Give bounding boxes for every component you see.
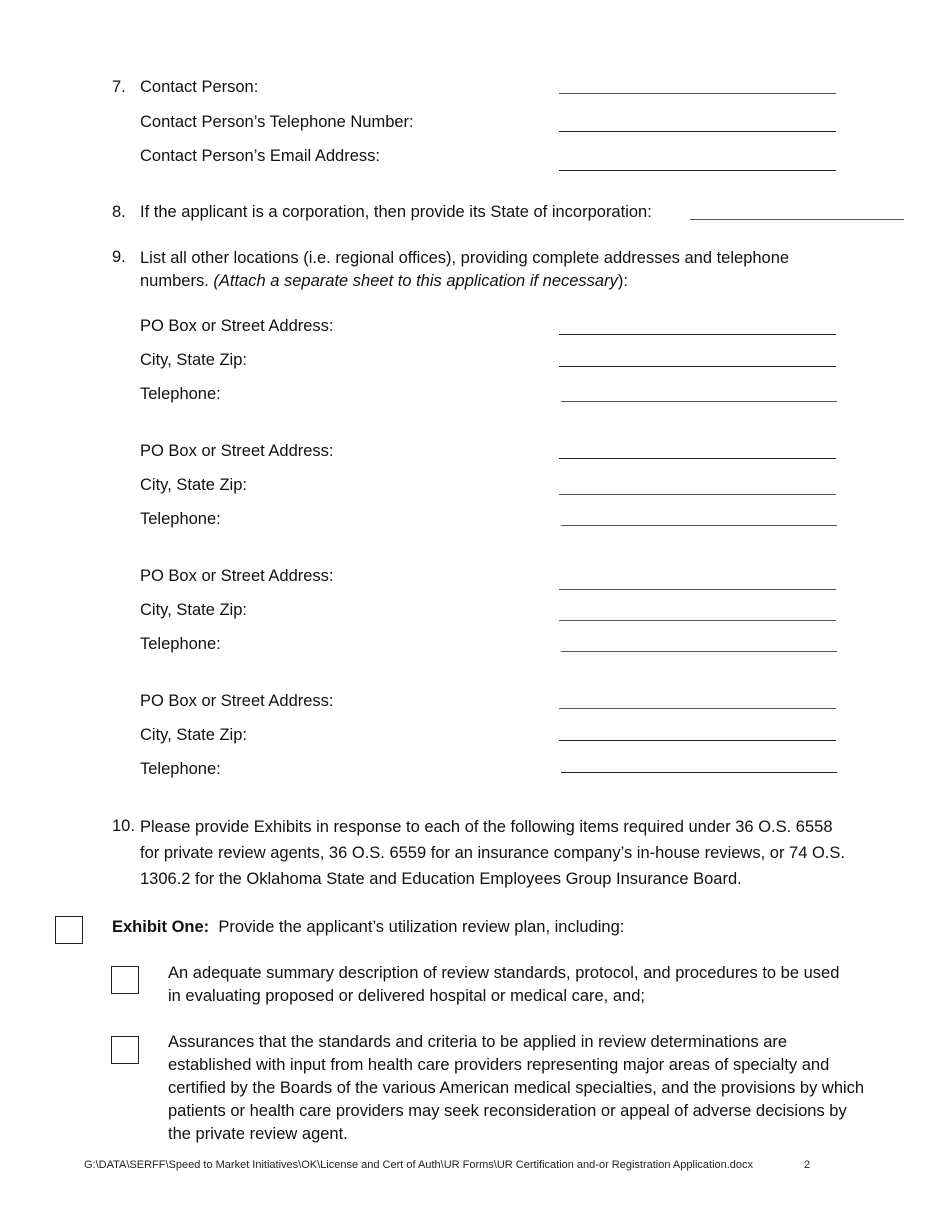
location-2-city-label: City, State Zip: [140,476,247,494]
contact-phone-label: Contact Person’s Telephone Number: [140,113,414,131]
location-3-phone-field[interactable] [561,651,837,652]
location-4-phone-field[interactable] [561,772,837,773]
exhibit-one-text: Provide the applicant’s utilization review plan, including: [218,918,625,936]
location-3-address-field[interactable] [559,589,836,590]
state-of-incorporation-field[interactable] [690,219,904,220]
location-4-address-label: PO Box or Street Address: [140,692,334,710]
exhibit-one-label: Exhibit One: [112,918,210,936]
footer-page-number: 2 [804,1159,811,1171]
location-3-phone-label: Telephone: [140,635,221,653]
contact-email-field[interactable] [559,170,836,171]
location-3-city-field[interactable] [559,620,836,621]
item-7-number: 7. [112,78,126,96]
location-3-city-label: City, State Zip: [140,601,247,619]
location-2-address-field[interactable] [559,458,836,459]
exhibit-one-heading [112,918,624,937]
exhibit-one-checkbox[interactable] [55,916,83,944]
location-1-address-field[interactable] [559,334,836,335]
location-4-city-label: City, State Zip: [140,726,247,744]
contact-person-field[interactable] [559,93,836,94]
location-4-phone-label: Telephone: [140,760,221,778]
sub-item-1-checkbox[interactable] [111,966,139,994]
location-2-phone-field[interactable] [561,525,837,526]
location-4-city-field[interactable] [559,740,836,741]
location-1-phone-label: Telephone: [140,385,221,403]
state-of-incorporation-label: If the applicant is a corporation, then provide its State of incorporation: [140,203,652,221]
contact-person-label: Contact Person: [140,78,259,96]
location-2-phone-label: Telephone: [140,510,221,528]
location-4-address-field[interactable] [559,708,836,709]
contact-email-label: Contact Person’s Email Address: [140,147,380,165]
item-9-instructions: List all other locations (i.e. regional offices), providing complete addresses and telephone numbers. (Attach a separate sheet to this application if necessary): [140,249,790,290]
sub-item-1-text: An adequate summary description of review standards, protocol, and procedures to be used in evaluating proposed or delivered hospital or medical care, and; [168,964,840,1005]
contact-phone-field[interactable] [559,131,836,132]
location-1-address-label: PO Box or Street Address: [140,317,334,335]
footer-file-path: G:\DATA\SERFF\Speed to Market Initiatives\OK\License and Cert of Auth\UR Forms\UR Certification and-or Registration Application.docx [84,1159,754,1171]
sub-item-2-checkbox[interactable] [111,1036,139,1064]
sub-item-2-text: Assurances that the standards and criteria to be applied in review determinations are established with input from health care providers representing major areas of specialty and certified by the Boards of the various American medical specialties, and the provisions by which patients or health care providers may seek reconsideration or appeal of adverse decisions by the private review agent. [168,1033,865,1143]
item-10-number: 10. [112,817,135,835]
item-8-number: 8. [112,203,126,221]
item-9-number: 9. [112,248,126,266]
location-3-address-label: PO Box or Street Address: [140,567,334,585]
location-1-city-field[interactable] [559,366,836,367]
location-1-city-label: City, State Zip: [140,351,247,369]
location-1-phone-field[interactable] [561,401,837,402]
location-2-address-label: PO Box or Street Address: [140,442,334,460]
location-2-city-field[interactable] [559,494,836,495]
item-10-instructions: Please provide Exhibits in response to each of the following items required under 36 O.S. 6558 for private review agents, 36 O.S. 6559 for an insurance company’s in-house reviews, or 74 O.S. 1306.2 for the Oklahoma State and Education Employees Group Insurance Board. [140,818,845,888]
